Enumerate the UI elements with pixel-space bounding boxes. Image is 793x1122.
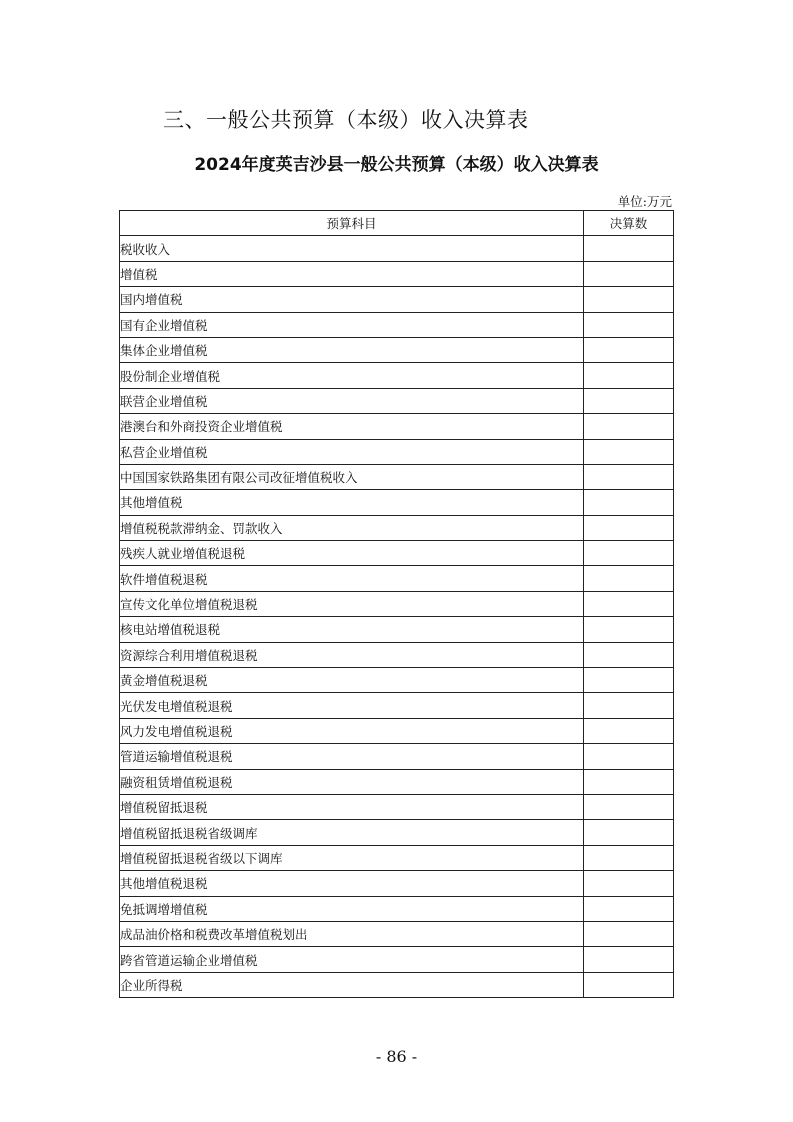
unit-label: 单位:万元 xyxy=(617,194,672,209)
row-subject: 宣传文化单位增值税退税 xyxy=(120,591,584,616)
table-header xyxy=(120,211,674,236)
row-amount xyxy=(584,693,674,718)
table-row xyxy=(120,591,674,616)
row-amount xyxy=(584,312,674,337)
table-row xyxy=(120,312,674,337)
row-amount xyxy=(584,490,674,515)
row-subject: 其他增值税 xyxy=(120,490,584,515)
header-row xyxy=(120,211,674,236)
column-header-subject: 预算科目 xyxy=(120,211,584,236)
table-row xyxy=(120,921,674,946)
table-row xyxy=(120,236,674,261)
row-subject: 增值税留抵退税省级以下调库 xyxy=(120,845,584,870)
row-amount xyxy=(584,921,674,946)
table-row xyxy=(120,769,674,794)
row-subject: 税收收入 xyxy=(120,236,584,261)
table-row xyxy=(120,541,674,566)
table-row xyxy=(120,414,674,439)
table-row xyxy=(120,972,674,997)
row-amount xyxy=(584,668,674,693)
row-amount xyxy=(584,718,674,743)
row-subject: 私营企业增值税 xyxy=(120,439,584,464)
row-subject: 跨省管道运输企业增值税 xyxy=(120,947,584,972)
row-subject: 港澳台和外商投资企业增值税 xyxy=(120,414,584,439)
table-row xyxy=(120,744,674,769)
row-amount xyxy=(584,414,674,439)
row-subject: 残疾人就业增值税退税 xyxy=(120,541,584,566)
table-row xyxy=(120,693,674,718)
table-body xyxy=(120,236,674,998)
table-row xyxy=(120,845,674,870)
table-row xyxy=(120,820,674,845)
row-subject: 光伏发电增值税退税 xyxy=(120,693,584,718)
budget-table xyxy=(119,210,674,998)
row-amount xyxy=(584,972,674,997)
row-amount xyxy=(584,591,674,616)
table-row xyxy=(120,261,674,286)
row-amount xyxy=(584,566,674,591)
row-amount xyxy=(584,287,674,312)
row-amount xyxy=(584,464,674,489)
row-amount xyxy=(584,261,674,286)
section-title: 三、一般公共预算（本级）收入决算表 xyxy=(163,108,529,132)
row-subject: 中国国家铁路集团有限公司改征增值税收入 xyxy=(120,464,584,489)
table-row xyxy=(120,464,674,489)
table-row xyxy=(120,515,674,540)
table-row xyxy=(120,668,674,693)
table-row xyxy=(120,566,674,591)
table-row xyxy=(120,337,674,362)
row-subject: 股份制企业增值税 xyxy=(120,363,584,388)
table-row xyxy=(120,871,674,896)
table-row xyxy=(120,642,674,667)
row-subject: 国有企业增值税 xyxy=(120,312,584,337)
row-subject: 黄金增值税退税 xyxy=(120,668,584,693)
table-row xyxy=(120,947,674,972)
table-row xyxy=(120,617,674,642)
row-amount xyxy=(584,794,674,819)
row-amount xyxy=(584,871,674,896)
table-row xyxy=(120,896,674,921)
table-row xyxy=(120,388,674,413)
row-amount xyxy=(584,947,674,972)
row-amount xyxy=(584,744,674,769)
row-amount xyxy=(584,439,674,464)
row-subject: 增值税留抵退税 xyxy=(120,794,584,819)
row-subject: 增值税 xyxy=(120,261,584,286)
row-amount xyxy=(584,236,674,261)
table-row xyxy=(120,718,674,743)
page-number: - 86 - xyxy=(375,1047,418,1066)
row-subject: 增值税留抵退税省级调库 xyxy=(120,820,584,845)
row-subject: 软件增值税退税 xyxy=(120,566,584,591)
table-row xyxy=(120,287,674,312)
row-subject: 管道运输增值税退税 xyxy=(120,744,584,769)
row-subject: 企业所得税 xyxy=(120,972,584,997)
table-row xyxy=(120,794,674,819)
row-subject: 增值税税款滞纳金、罚款收入 xyxy=(120,515,584,540)
row-amount xyxy=(584,541,674,566)
table-row xyxy=(120,490,674,515)
column-header-amount: 决算数 xyxy=(584,211,674,236)
row-amount xyxy=(584,515,674,540)
row-subject: 联营企业增值税 xyxy=(120,388,584,413)
row-subject: 集体企业增值税 xyxy=(120,337,584,362)
row-amount xyxy=(584,642,674,667)
row-amount xyxy=(584,388,674,413)
row-amount xyxy=(584,337,674,362)
table-title: 2024年度英吉沙县一般公共预算（本级）收入决算表 xyxy=(194,155,599,175)
row-amount xyxy=(584,845,674,870)
table-row xyxy=(120,439,674,464)
row-amount xyxy=(584,617,674,642)
row-subject: 融资租赁增值税退税 xyxy=(120,769,584,794)
row-subject: 国内增值税 xyxy=(120,287,584,312)
row-subject: 资源综合利用增值税退税 xyxy=(120,642,584,667)
row-amount xyxy=(584,363,674,388)
row-subject: 核电站增值税退税 xyxy=(120,617,584,642)
row-subject: 免抵调增增值税 xyxy=(120,896,584,921)
row-amount xyxy=(584,820,674,845)
row-subject: 风力发电增值税退税 xyxy=(120,718,584,743)
row-subject: 其他增值税退税 xyxy=(120,871,584,896)
row-amount xyxy=(584,896,674,921)
row-subject: 成品油价格和税费改革增值税划出 xyxy=(120,921,584,946)
table-row xyxy=(120,363,674,388)
row-amount xyxy=(584,769,674,794)
